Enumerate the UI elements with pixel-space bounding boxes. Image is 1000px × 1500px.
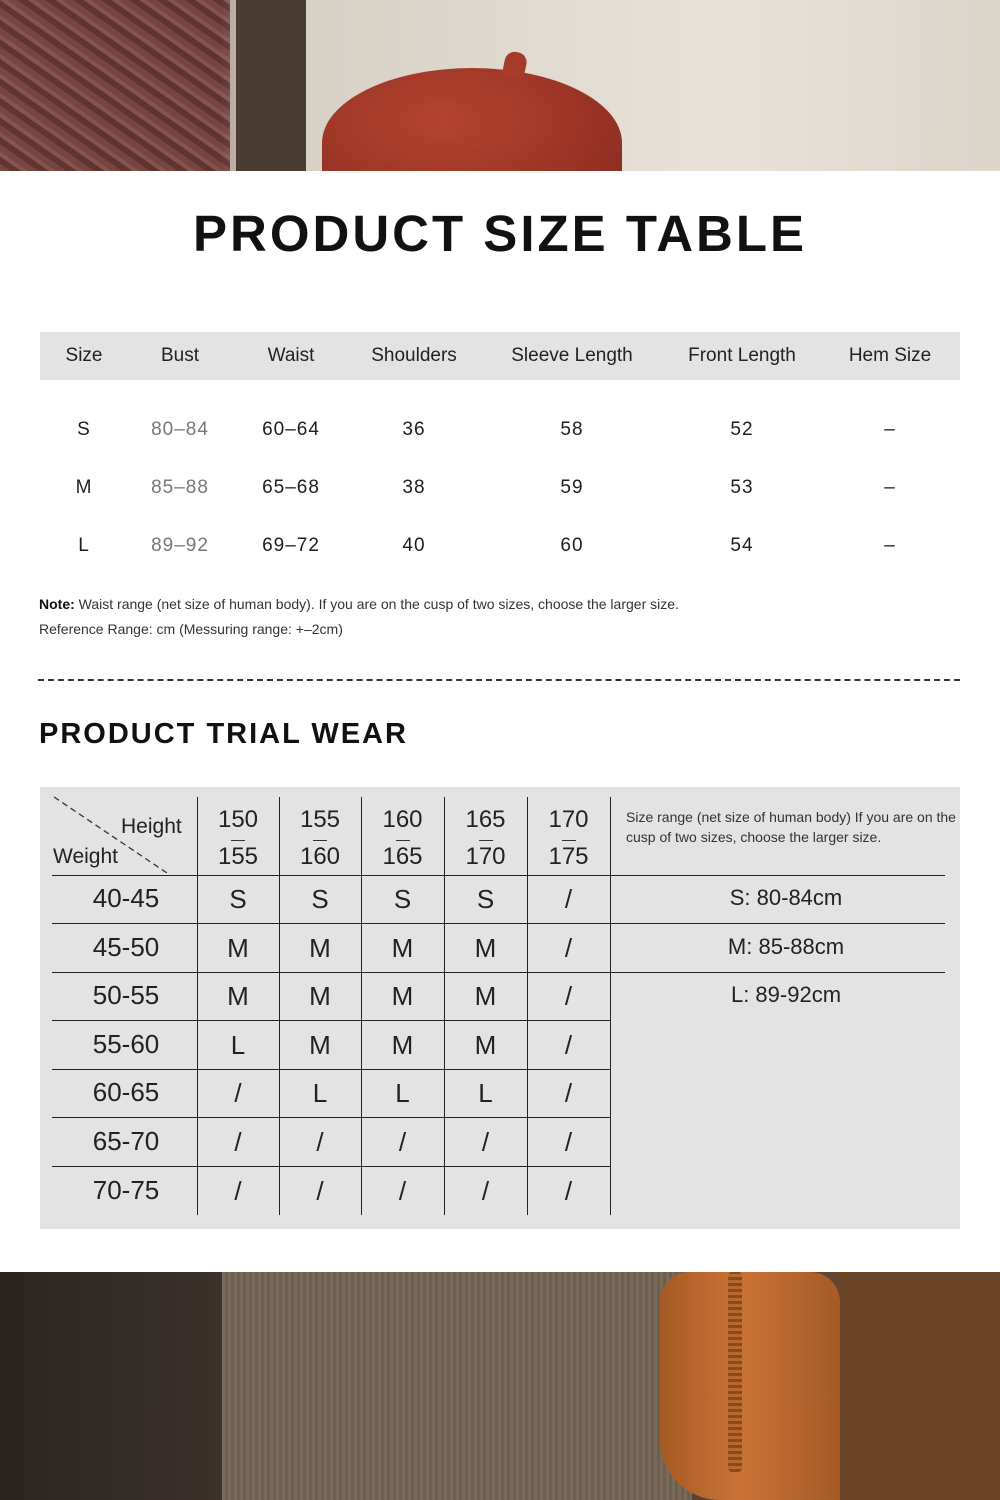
reference-range: Reference Range: cm (Messuring range: +–2cm)	[39, 621, 343, 637]
height-range-bottom: 170	[465, 843, 506, 870]
grid-row-line	[52, 875, 945, 876]
height-range-top: 160	[382, 806, 423, 833]
grid-col-line	[444, 797, 445, 1215]
size-cell: L	[78, 535, 90, 556]
size-recommendation: S	[311, 884, 329, 914]
height-range-dash	[479, 840, 493, 841]
size-header-size: Size	[65, 345, 103, 366]
grid-col-line	[197, 797, 198, 1215]
size-cell: –	[884, 477, 896, 498]
height-range-dash	[562, 840, 576, 841]
weight-range-label: 65-70	[92, 1125, 160, 1156]
size-recommendation: /	[234, 1175, 242, 1206]
size-recommendation: L	[230, 1029, 246, 1060]
height-range-top: 165	[465, 806, 506, 833]
size-cell: 38	[402, 477, 426, 498]
grid-col-line	[610, 797, 611, 1215]
size-recommendation: M	[227, 981, 249, 1011]
weight-range-label: 70-75	[92, 1174, 160, 1205]
knit-skirt	[222, 1272, 692, 1500]
size-recommendation: /	[564, 932, 573, 963]
weight-range-label: 40-45	[92, 883, 160, 913]
size-header-sleeve-length: Sleeve Length	[511, 345, 633, 366]
height-range-bottom: 155	[217, 843, 259, 870]
size-recommendation: /	[564, 981, 573, 1011]
weight-range-label: 45-50	[92, 931, 160, 962]
dashed-divider	[38, 679, 960, 681]
size-recommendation: M	[227, 932, 249, 963]
bottom-product-photo	[0, 1272, 1000, 1500]
size-recommendation: M	[474, 981, 497, 1011]
size-cell: 60–64	[262, 419, 320, 440]
size-recommendation: L	[312, 1078, 328, 1108]
size-recommendation: S	[393, 884, 412, 914]
size-cell: M	[75, 477, 93, 498]
size-recommendation: /	[398, 1126, 407, 1157]
size-header-waist: Waist	[267, 345, 315, 366]
size-recommendation: L	[395, 1078, 410, 1108]
size-recommendation: /	[481, 1126, 490, 1157]
grid-row-line	[52, 923, 945, 924]
size-recommendation: /	[316, 1126, 324, 1157]
weight-range-label: 60-65	[92, 1077, 160, 1107]
grid-col-line	[279, 797, 280, 1215]
weight-axis-label: Weight	[53, 845, 118, 868]
trial-wear-table	[40, 787, 960, 1229]
height-range-bottom: 165	[382, 843, 423, 870]
weight-range-label: 55-60	[92, 1028, 160, 1059]
size-cell: –	[884, 419, 896, 440]
size-cell: 65–68	[262, 477, 320, 498]
size-recommendation: S	[476, 884, 495, 914]
height-range-dash	[231, 840, 245, 841]
wooden-cabinet	[840, 1272, 1000, 1500]
size-cell: S	[77, 419, 91, 440]
size-recommendation: M	[391, 1029, 414, 1060]
size-header-shoulders: Shoulders	[371, 345, 457, 366]
size-recommendation: S	[229, 884, 247, 914]
leather-bag	[660, 1272, 840, 1500]
grid-col-line	[361, 797, 362, 1215]
size-recommendation: /	[316, 1175, 324, 1206]
door-frame	[236, 0, 306, 171]
height-range-bottom: 160	[299, 843, 341, 870]
size-cell: 69–72	[262, 535, 320, 556]
size-cell: 36	[402, 419, 426, 440]
bust-range-legend: M: 85-88cm	[727, 933, 845, 959]
size-recommendation: M	[309, 1029, 331, 1060]
size-header-front-length: Front Length	[688, 345, 796, 366]
size-recommendation: /	[234, 1126, 242, 1157]
height-range-top: 170	[548, 806, 589, 833]
bust-range-legend: L: 89-92cm	[730, 982, 842, 1007]
size-header-hem-size: Hem Size	[848, 345, 932, 366]
size-recommendation: /	[564, 1078, 573, 1108]
size-cell: 58	[560, 419, 584, 440]
size-recommendation: M	[474, 932, 497, 963]
bag-zipper	[728, 1272, 742, 1472]
patterned-wall	[0, 0, 230, 171]
size-recommendation: M	[309, 981, 331, 1011]
weight-range-label: 50-55	[92, 980, 160, 1010]
size-recommendation: /	[234, 1078, 242, 1108]
size-recommendation: /	[564, 1126, 573, 1157]
size-recommendation: /	[564, 884, 573, 914]
height-range-top: 155	[299, 806, 341, 833]
size-recommendation: M	[309, 932, 331, 963]
size-recommendation: M	[391, 932, 414, 963]
size-cell: 53	[730, 477, 754, 498]
height-range-bottom: 175	[548, 843, 589, 870]
size-cell: 89–92	[151, 535, 209, 556]
size-cell: –	[884, 535, 896, 556]
note-text: Waist range (net size of human body). If you are on the cusp of two sizes, choose the larger size.	[74, 596, 679, 612]
height-range-top: 150	[217, 806, 259, 833]
top-product-photo	[0, 0, 1000, 171]
height-range-dash	[313, 840, 327, 841]
size-recommendation: M	[391, 981, 414, 1011]
size-note	[39, 596, 679, 612]
size-cell: 54	[730, 535, 754, 556]
trial-legend-note: Size range (net size of human body) If you are on the cusp of two sizes, choose the larger size.	[626, 809, 956, 845]
height-range-dash	[396, 840, 410, 841]
size-recommendation: /	[481, 1175, 490, 1206]
size-table-header	[40, 332, 960, 380]
note-label: Note:	[39, 596, 75, 612]
size-cell: 60	[560, 535, 584, 556]
size-cell: 59	[560, 477, 584, 498]
size-recommendation: M	[474, 1029, 497, 1060]
size-recommendation: /	[398, 1175, 407, 1206]
page-title: PRODUCT SIZE TABLE	[192, 205, 808, 262]
size-cell: 80–84	[151, 419, 209, 440]
trial-wear-title: PRODUCT TRIAL WEAR	[39, 718, 408, 750]
size-recommendation: L	[478, 1078, 493, 1108]
size-cell: 40	[402, 535, 426, 556]
bust-range-legend: S: 80-84cm	[729, 885, 843, 910]
size-recommendation: /	[564, 1029, 573, 1060]
height-axis-label: Height	[121, 815, 182, 838]
size-cell: 52	[730, 419, 754, 440]
size-header-bust: Bust	[160, 345, 200, 366]
grid-row-line	[52, 972, 945, 973]
size-cell: 85–88	[151, 477, 209, 498]
size-recommendation: /	[564, 1175, 573, 1206]
grid-col-line	[527, 797, 528, 1215]
